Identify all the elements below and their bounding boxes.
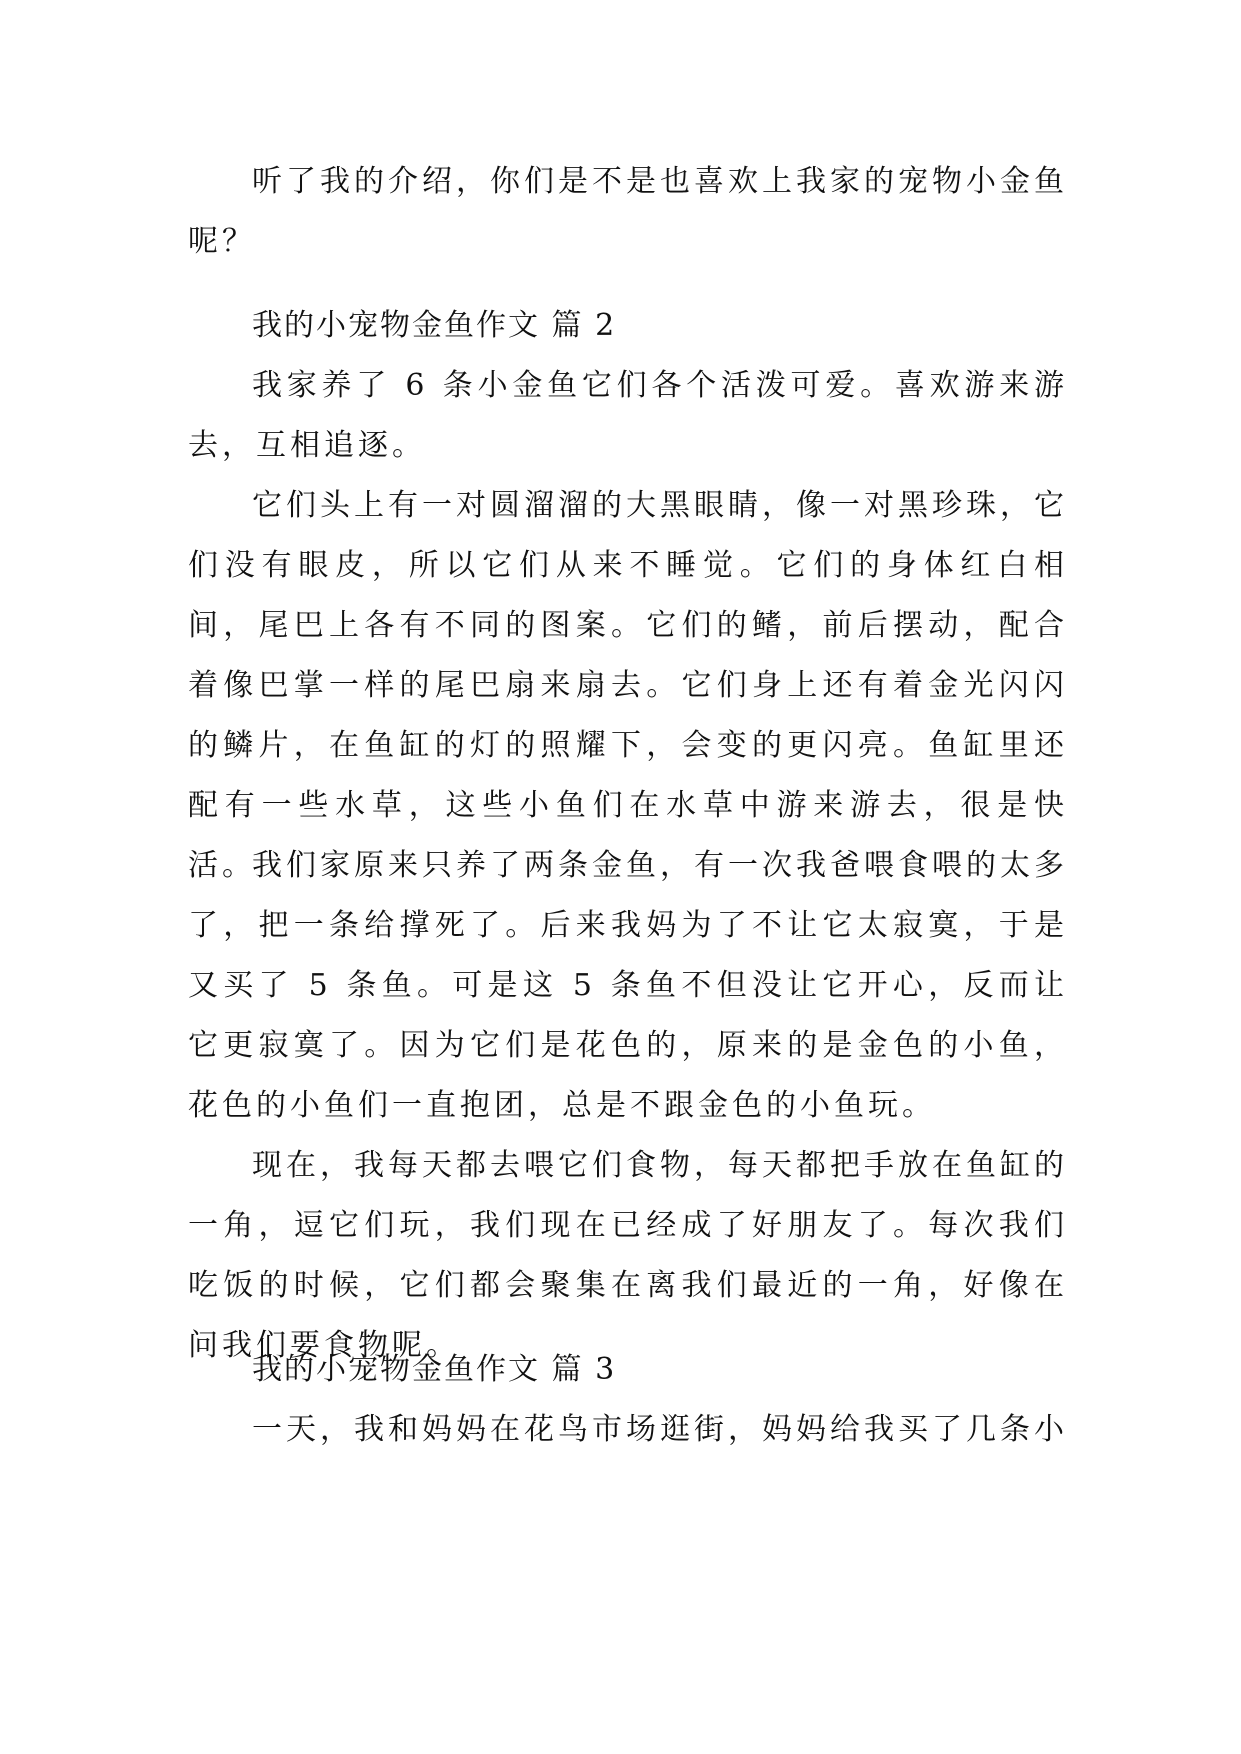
paragraph-intro-closing: 听了我的介绍，你们是不是也喜欢上我家的宠物小金鱼呢？ bbox=[188, 164, 1068, 259]
section-heading-2: 我的小宠物金鱼作文 篇 2 bbox=[252, 308, 617, 343]
paragraph-3-1: 一天，我和妈妈在花鸟市场逛街，妈妈给我买了几条小 bbox=[252, 1412, 1068, 1447]
paragraph-2-4: 现在，我每天都去喂它们食物，每天都把手放在鱼缸的一角，逗它们玩，我们现在已经成了好朋友了。每次我们吃饭的时候，它们都会聚集在离我们最近的一角，好像在问我们要食物呢。 bbox=[188, 1148, 1068, 1363]
paragraph-2-1: 我家养了 6 条小金鱼它们各个活泼可爱。喜欢游来游去，互相追逐。 bbox=[188, 368, 1068, 463]
paragraph-2-2: 它们头上有一对圆溜溜的大黑眼睛，像一对黑珍珠，它们没有眼皮，所以它们从来不睡觉。它们的身体红白相间，尾巴上各有不同的图案。它们的鳍，前后摆动，配合着像巴掌一样的尾巴扇来扇去。它们身上还有着金光闪闪的鳞片，在鱼缸的灯的照耀下，会变的更闪亮。鱼缸里还配有一些水草，这些小鱼们在水草中游来游去，很是快活。 bbox=[188, 488, 1068, 883]
paragraph-2-3: 我们家原来只养了两条金鱼，有一次我爸喂食喂的太多了，把一条给撑死了。后来我妈为了不让它太寂寞，于是又买了 5 条鱼。可是这 5 条鱼不但没让它开心，反而让它更寂寞了。因为它们是花色的，原来的是金色的小鱼，花色的小鱼们一直抱团，总是不跟金色的小鱼玩。 bbox=[188, 848, 1068, 1123]
section-heading-3: 我的小宠物金鱼作文 篇 3 bbox=[252, 1352, 617, 1387]
